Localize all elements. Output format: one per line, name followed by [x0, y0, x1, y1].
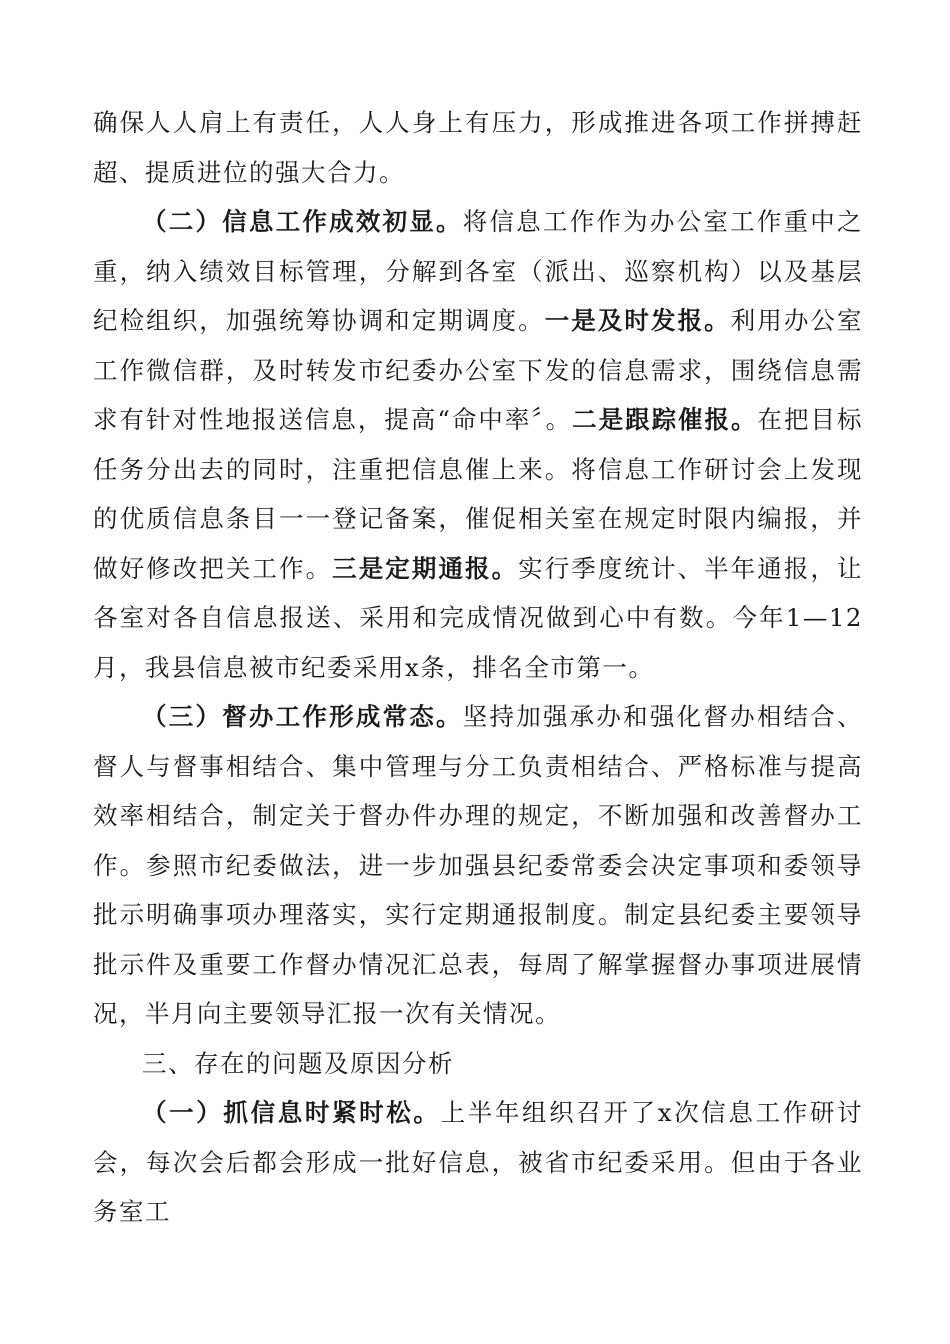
document-body	[93, 98, 863, 1237]
subheading-information-inconsistency: （一）抓信息时紧时松。	[142, 1098, 441, 1127]
paragraph-text: 坚持加强承办和强化督办相结合、督人与督事相结合、集中管理与分工负责相结合、严格标准与提高效率相结合，制定关于督办件办理的规定，不断加强和改善督办工作。参照市纪委做法，进一步加强县纪委常委会决定事项和委领导批示明确事项办理落实，实行定期通报制度。制定县纪委主要领导批示件及重要工作督办情况汇总表，每周了解掌握督办事项进展情况，半月向主要领导汇报一次有关情况。	[93, 702, 864, 1028]
paragraph-text: 确保人人肩上有责任，人人身上有压力，形成推进各项工作拼搏赶超、提质进位的强大合力。	[93, 108, 863, 187]
subheading-supervision-work: （三）督办工作形成常态。	[142, 702, 463, 731]
section-heading-text: 三、存在的问题及原因分析	[142, 1048, 454, 1078]
paragraph-text: 在把目标任务分出去的同时，注重把信息催上来。将信息工作研讨会上发现的优质信息条目一一登记备案，催促相关室在规定时限内编报，并做好修改把关工作。	[93, 405, 864, 583]
subheading-information-work: （二）信息工作成效初显。	[142, 207, 463, 236]
point-three-label: 三是定期通报。	[332, 553, 519, 583]
paragraph-text: 实行季度统计、半年通报，让各室对各自信息报送、采用和完成情况做到心中有数。今年1—12月，我县信息被市纪委采用x条，排名全市第一。	[93, 553, 864, 682]
section-heading-problems	[93, 1039, 863, 1089]
paragraph-continuation	[93, 98, 863, 197]
point-two-label: 二是跟踪催报。	[572, 405, 758, 434]
paragraph-supervision-work	[93, 692, 863, 1039]
paragraph-information-inconsistency	[93, 1088, 863, 1237]
paragraph-text: 利用办公室工作微信群，及时转发市纪委办公室下发的信息需求，围绕信息需求有针对性地报送信息，提高“命中率〞。	[93, 306, 864, 434]
paragraph-text: 将信息工作作为办公室工作重中之重，纳入绩效目标管理，分解到各室（派出、巡察机构）以及基层纪检组织，加强统筹协调和定期调度。	[93, 207, 864, 335]
point-one-label: 一是及时发报。	[544, 306, 731, 335]
paragraph-text: 上半年组织召开了x次信息工作研讨会，每次会后都会形成一批好信息，被省市纪委采用。但由于各业务室工	[93, 1098, 863, 1226]
paragraph-information-work	[93, 197, 863, 692]
